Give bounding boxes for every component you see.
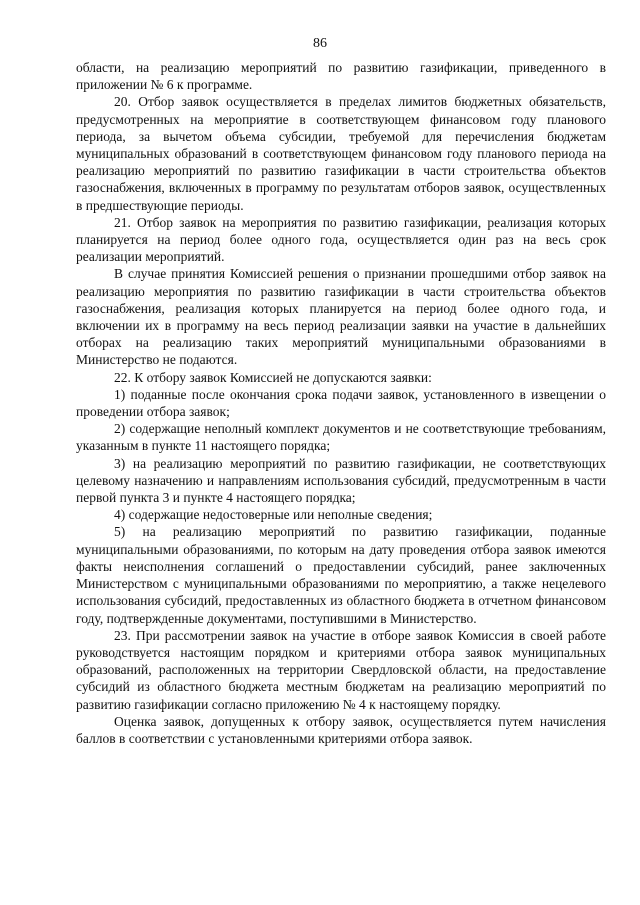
page-number: 86 [313, 36, 327, 51]
list-item: 4) содержащие недостоверные или неполные сведения; [114, 507, 433, 523]
paragraph: В случае принятия Комиссией решения о признании прошедшими отбор заявок на реализацию мероприятия по развитию газификации в части строительства объектов газоснабжения, реализация которых планируется на период более одного года, и включении их в программу на весь период реализации заявки на участие в дальнейших отборах на реализацию таких мероприятий муниципальными образованиями в Министерство не подаются. [76, 266, 606, 368]
paragraph: области, на реализацию мероприятий по развитию газификации, приведенного в приложении № 6 к программе. [76, 60, 606, 93]
paragraph: 22. К отбору заявок Комиссией не допускаются заявки: [114, 369, 432, 385]
paragraph: 20. Отбор заявок осуществляется в пределах лимитов бюджетных обязательств, предусмотренных на мероприятие в соответствующем финансовом году планового периода, за вычетом объема субсидии, требуемой для перечисления бюджетам муниципальных образований в соответствующем финансовом году планового периода на реализацию мероприятий по развитию газификации в части строительства объектов газоснабжения, включенных в программу по результатам отборов заявок, осуществленных в предшествующие периоды. [76, 94, 606, 213]
paragraph: Оценка заявок, допущенных к отбору заявок, осуществляется путем начисления баллов в соответствии с установленными критериями отбора заявок. [76, 713, 606, 746]
list-item: 3) на реализацию мероприятий по развитию газификации, не соответствующих целевому назначению и направлениям использования субсидий, предусмотренным в части первой пункта 3 и пункте 4 настоящего порядка; [76, 455, 606, 506]
paragraph: 21. Отбор заявок на мероприятия по развитию газификации, реализация которых планируется на период более одного года, осуществляется один раз на весь срок реализации мероприятий. [76, 214, 606, 265]
document-body [76, 59, 606, 747]
list-item: 5) на реализацию мероприятий по развитию газификации, поданные муниципальными образованиями, по которым на дату проведения отбора заявок имеются факты неисполнения соглашений о предоставлении субсидий, ранее заключенных Министерством с муниципальными образованиями по мероприятию, а также нецелевого использования субсидий, предоставленных из областного бюджета в отчетном финансовом году, подтвержденные документами, поступившими в Министерство. [76, 524, 606, 626]
paragraph: 23. При рассмотрении заявок на участие в отборе заявок Комиссия в своей работе руководствуется настоящим порядком и критериями отбора заявок муниципальных образований, расположенных на территории Свердловской области, на предоставление субсидий из областного бюджета местным бюджетам на реализацию мероприятий по развитию газификации согласно приложению № 4 к настоящему порядку. [76, 627, 606, 712]
list-item: 1) поданные после окончания срока подачи заявок, установленного в извещении о проведении отбора заявок; [76, 386, 606, 420]
list-item: 2) содержащие неполный комплект документов и не соответствующие требованиям, указанным в пункте 11 настоящего порядка; [76, 421, 606, 454]
